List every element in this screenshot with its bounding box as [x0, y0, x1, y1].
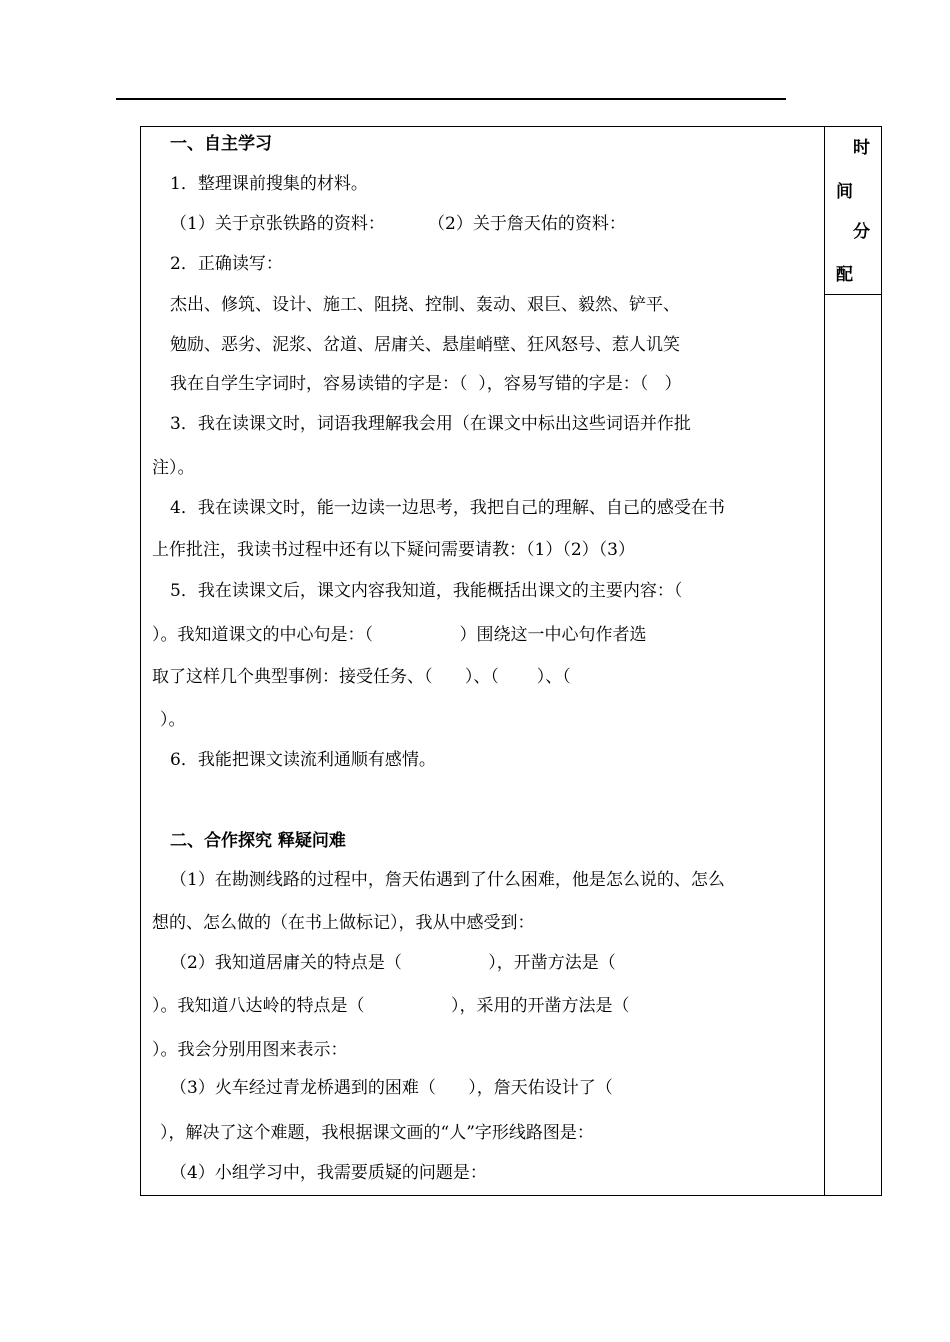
text-line: （4）小组学习中，我需要质疑的问题是： — [170, 1163, 487, 1183]
text-line: 2．正确读写： — [170, 254, 283, 274]
section-heading: 二、合作探究 释疑问难 — [170, 831, 346, 851]
text-line: 注）。 — [152, 458, 195, 478]
header-rule — [116, 98, 786, 100]
text-line: 取了这样几个典型事例：接受任务、（ ）、（ ）、（ — [152, 667, 571, 687]
text-line: 3．我在读课文时，词语我理解我会用（在课文中标出这些词语并作批 — [170, 414, 691, 434]
side-header-char-1: 时 — [853, 138, 870, 158]
side-header-char-2: 间 — [836, 182, 853, 202]
side-header-char-3: 分 — [853, 222, 870, 242]
text-line: （2）我知道居庸关的特点是（ ），开凿方法是（ — [170, 953, 616, 973]
text-line: ）。我知道八达岭的特点是（ ），采用的开凿方法是（ — [152, 996, 630, 1016]
text-line: 5．我在读课文后，课文内容我知道，我能概括出课文的主要内容：（ — [170, 581, 683, 601]
text-line: 上作批注，我读书过程中还有以下疑问需要请教：（1）（2）（3） — [152, 540, 635, 560]
text-line: 4．我在读课文时，能一边读一边思考，我把自己的理解、自己的感受在书 — [170, 498, 725, 518]
column-divider — [824, 126, 825, 1196]
text-line: （1）关于京张铁路的资料： （2）关于詹天佑的资料： — [170, 214, 626, 234]
side-header-divider — [824, 294, 882, 295]
text-line: ）。 — [160, 710, 186, 730]
text-line: 勉励、恶劣、泥浆、岔道、居庸关、悬崖峭壁、狂风怒号、惹人讥笑 — [170, 335, 680, 355]
text-line: （1）在勘测线路的过程中，詹天佑遇到了什么困难，他是怎么说的、怎么 — [170, 870, 725, 890]
text-line: 6．我能把课文读流利通顺有感情。 — [170, 750, 436, 770]
side-header-char-4: 配 — [836, 265, 853, 285]
text-line: 杰出、修筑、设计、施工、阻挠、控制、轰动、艰巨、毅然、铲平、 — [170, 295, 680, 315]
worksheet-table — [140, 126, 882, 1196]
text-line: 我在自学生字词时，容易读错的字是：（ ），容易写错的字是：（ ） — [170, 374, 682, 394]
text-line: ）。我会分别用图来表示： — [152, 1040, 348, 1060]
text-line: ）。我知道课文的中心句是：（ ）围绕这一中心句作者选 — [152, 625, 647, 645]
text-line: （3）火车经过青龙桥遇到的困难（ ），詹天佑设计了（ — [170, 1078, 613, 1098]
text-line: 1．整理课前搜集的材料。 — [170, 174, 368, 194]
section-heading: 一、自主学习 — [170, 134, 272, 154]
text-line: ），解决了这个难题，我根据课文画的“人”字形线路图是： — [160, 1123, 594, 1143]
text-line: 想的、怎么做的（在书上做标记），我从中感受到： — [152, 913, 535, 933]
